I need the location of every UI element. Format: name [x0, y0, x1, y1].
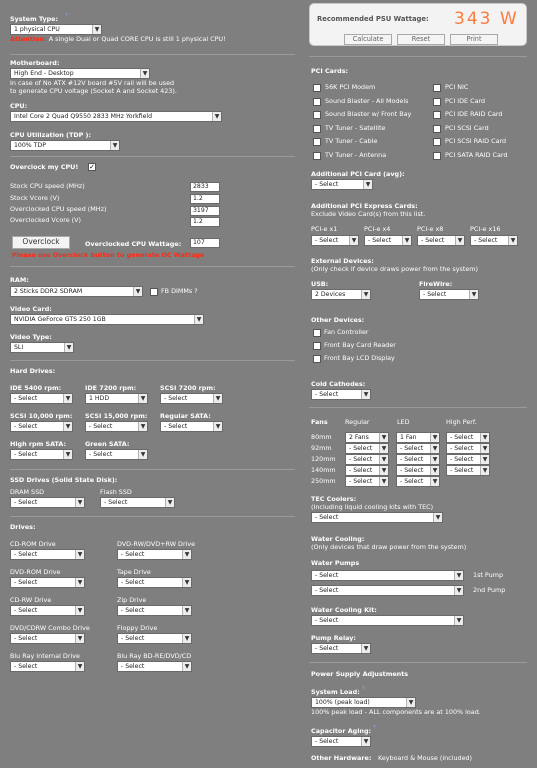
chevron-down-icon: ▼ — [455, 236, 464, 245]
pci-card-checkbox[interactable] — [433, 111, 441, 119]
psu-adjustments-label: Power Supply Adjustments — [311, 670, 409, 678]
chevron-down-icon: ▼ — [64, 343, 73, 352]
drive-select[interactable]: - Select ▼ — [117, 605, 192, 616]
divider — [10, 156, 295, 157]
tec-coolers-label: TEC Coolers: — [311, 495, 357, 503]
motherboard-select[interactable]: High End - Desktop ▼ — [10, 68, 150, 79]
drive-select[interactable]: - Select ▼ — [10, 577, 85, 588]
hdd-select[interactable]: - Select ▼ — [85, 421, 148, 432]
overclock-label: Overclock my CPU! — [10, 163, 79, 171]
chevron-down-icon: ▼ — [75, 662, 84, 671]
hard-drives-label: Hard Drives: — [10, 367, 56, 375]
fan-regular-select[interactable]: 2 Fans ▼ — [345, 432, 389, 443]
fan-size-label: 140mm — [311, 466, 336, 474]
cpu-label: CPU: — [10, 102, 28, 110]
chevron-down-icon: ▼ — [213, 394, 222, 403]
fan-regular-select[interactable]: - Select ▼ — [345, 454, 389, 465]
pci-express-item-label: PCI-e x1 — [311, 225, 338, 233]
chevron-down-icon: ▼ — [165, 498, 174, 507]
psu-result-panel — [309, 3, 527, 46]
overclocked-cpu-wattage-input[interactable]: 107 — [190, 238, 220, 248]
other-hardware-value: Keyboard & Mouse (included) — [378, 754, 473, 762]
hdd-select[interactable]: - Select ▼ — [160, 393, 223, 404]
help-icon[interactable]: ? — [362, 686, 365, 692]
chevron-down-icon: ▼ — [182, 634, 191, 643]
chevron-down-icon: ▼ — [379, 455, 388, 464]
chevron-down-icon: ▼ — [430, 444, 439, 453]
divider — [10, 516, 295, 517]
other-device-label: Front Bay LCD Display — [324, 354, 395, 362]
other-device-checkbox[interactable] — [313, 329, 321, 337]
fb-dimms-checkbox[interactable] — [150, 288, 158, 296]
divider — [309, 56, 527, 57]
overclocked-vcore-label: Overclocked Vcore (V) — [10, 216, 82, 224]
ssd-label: SSD Drives (Solid State Disk): — [10, 476, 118, 484]
chevron-down-icon: ▼ — [75, 498, 84, 507]
chevron-down-icon: ▼ — [361, 290, 370, 299]
tec-coolers-note: (Including liquid cooling kits with TEC) — [311, 503, 434, 511]
drive-label: Zip Drive — [117, 596, 147, 604]
chevron-down-icon: ▼ — [212, 112, 221, 121]
fan-regular-select[interactable]: - Select ▼ — [345, 476, 389, 487]
chevron-down-icon: ▼ — [430, 455, 439, 464]
system-type-label: System Type: — [10, 15, 59, 23]
drive-select[interactable]: - Select ▼ — [117, 549, 192, 560]
chevron-down-icon: ▼ — [182, 606, 191, 615]
drive-label: Floppy Drive — [117, 624, 158, 632]
overclocked-cpu-wattage-label: Overclocked CPU Wattage: — [85, 240, 182, 248]
chevron-down-icon: ▼ — [480, 444, 489, 453]
pump-relay-select[interactable]: - Select ▼ — [311, 643, 371, 654]
drive-label: Tape Drive — [117, 568, 151, 576]
system-load-select[interactable]: 100% (peak load) ▼ — [311, 697, 416, 708]
drive-select[interactable]: - Select ▼ — [117, 633, 192, 644]
chevron-down-icon: ▼ — [140, 69, 149, 78]
chevron-down-icon: ▼ — [213, 422, 222, 431]
fan-led-select[interactable]: 1 Fan ▼ — [396, 432, 440, 443]
other-device-checkbox[interactable] — [313, 355, 321, 363]
cpu-utilization-select[interactable]: 100% TDP ▼ — [10, 140, 120, 151]
system-type-select[interactable]: 1 physical CPU ▼ — [10, 24, 102, 35]
chevron-down-icon: ▼ — [194, 315, 203, 324]
hdd-label: SCSI 10,000 rpm: — [10, 412, 73, 420]
chevron-down-icon: ▼ — [402, 236, 411, 245]
cold-cathodes-select[interactable]: - Select ▼ — [311, 389, 371, 400]
ram-select[interactable]: 2 Sticks DDR2 SDRAM ▼ — [10, 286, 143, 297]
capacitor-aging-label: Capacitor Aging: — [311, 727, 372, 735]
drive-select[interactable]: - Select ▼ — [10, 605, 85, 616]
chevron-down-icon: ▼ — [430, 477, 439, 486]
external-devices-label: External Devices: — [311, 257, 374, 265]
drive-label: DVD-RW/DVD+RW Drive — [117, 540, 196, 548]
chevron-down-icon: ▼ — [133, 287, 142, 296]
firewire-select[interactable]: - Select ▼ — [419, 289, 479, 300]
pci-card-label: TV Tuner - Cable — [325, 137, 378, 145]
drive-label: Blu Ray Internal Drive — [10, 652, 80, 660]
divider — [10, 266, 295, 267]
pci-card-checkbox[interactable] — [433, 125, 441, 133]
video-type-select[interactable]: SLI ▼ — [10, 342, 74, 353]
pci-card-label: PCI IDE Card — [445, 97, 486, 105]
water-pumps-label: Water Pumps — [311, 559, 360, 567]
pci-card-label: Sound Blaster w/ Front Bay — [325, 110, 412, 118]
help-icon[interactable]: ? — [65, 13, 68, 19]
pci-express-label: Additional PCI Express Cards: — [311, 202, 418, 210]
tec-coolers-select[interactable]: - Select ▼ — [311, 512, 443, 523]
pci-express-item-label: PCI-e x4 — [364, 225, 391, 233]
stock-vcore-input[interactable]: 1.2 — [190, 194, 220, 204]
divider — [10, 54, 295, 55]
hdd-select[interactable]: - Select ▼ — [160, 421, 223, 432]
overclock-warning: Please use Overclock button to generate OC Wattage — [12, 251, 205, 259]
additional-pci-select[interactable]: - Select ▼ — [311, 179, 373, 190]
chevron-down-icon: ▼ — [63, 422, 72, 431]
chevron-down-icon: ▼ — [138, 450, 147, 459]
fan-regular-select[interactable]: - Select ▼ — [345, 465, 389, 476]
chevron-down-icon: ▼ — [406, 698, 415, 707]
video-type-label: Video Type: — [10, 333, 52, 341]
water-cooling-kit-label: Water Cooling Kit: — [311, 606, 377, 614]
other-device-label: Front Bay Card Reader — [324, 341, 396, 349]
capacitor-aging-select[interactable]: - Select ▼ — [311, 736, 371, 747]
drive-select[interactable]: - Select ▼ — [10, 549, 85, 560]
chevron-down-icon: ▼ — [349, 236, 358, 245]
drive-select[interactable]: - Select ▼ — [117, 661, 192, 672]
motherboard-label: Motherboard: — [10, 59, 60, 67]
pci-express-select[interactable]: - Select ▼ — [364, 235, 412, 246]
additional-pci-label: Additional PCI Card (avg): — [311, 170, 405, 178]
pci-express-select[interactable]: - Select ▼ — [417, 235, 465, 246]
water-pump-1-select[interactable]: - Select ▼ — [311, 570, 464, 581]
drive-label: CD-ROM Drive — [10, 540, 56, 548]
chevron-down-icon: ▼ — [363, 180, 372, 189]
pci-card-checkbox[interactable] — [313, 125, 321, 133]
overclocked-cpu-speed-label: Overclocked CPU speed (MHz) — [10, 205, 107, 213]
usb-select[interactable]: 2 Devices ▼ — [311, 289, 371, 300]
fan-led-select[interactable]: - Select ▼ — [396, 443, 440, 454]
pci-card-label: PCI SCSI RAID Card — [445, 137, 507, 145]
chevron-down-icon: ▼ — [508, 236, 517, 245]
stock-vcore-label: Stock Vcore (V) — [10, 194, 60, 202]
attention-note: Attention: A single Dual or Quad CORE CPU is still 1 physical CPU! — [10, 35, 226, 43]
overclocked-cpu-speed-input[interactable]: 3197 — [190, 206, 220, 216]
drive-select[interactable]: - Select ▼ — [117, 577, 192, 588]
reset-button[interactable]: Reset — [397, 34, 445, 45]
motherboard-note: In case of No ATX #12V board #5V rail will be used — [10, 79, 175, 87]
drive-label: DVD-ROM Drive — [10, 568, 61, 576]
chevron-down-icon: ▼ — [430, 466, 439, 475]
pci-card-checkbox[interactable] — [313, 152, 321, 160]
hdd-label: IDE 5400 rpm: — [10, 384, 62, 392]
water-cooling-kit-select[interactable]: - Select ▼ — [311, 615, 464, 626]
water-pump-1-label: 1st Pump — [473, 571, 504, 579]
other-device-label: Fan Controller — [324, 328, 369, 336]
system-load-note: 100% peak load - ALL components are at 100% load. — [311, 708, 481, 716]
chevron-down-icon: ▼ — [63, 394, 72, 403]
cpu-select[interactable]: Intel Core 2 Quad Q9550 2833 MHz Yorkfield ▼ — [10, 111, 222, 122]
help-icon[interactable]: ? — [373, 725, 376, 731]
hdd-select[interactable]: - Select ▼ — [10, 421, 73, 432]
fan-size-label: 120mm — [311, 455, 336, 463]
fan-led-select[interactable]: - Select ▼ — [396, 454, 440, 465]
chevron-down-icon: ▼ — [110, 141, 119, 150]
ssd-item-label: DRAM SSD — [10, 488, 45, 496]
psu-wattage-label: Recommended PSU Wattage: — [317, 15, 429, 23]
pci-card-checkbox[interactable] — [433, 98, 441, 106]
firewire-label: FireWire: — [419, 280, 453, 288]
chevron-down-icon: ▼ — [379, 433, 388, 442]
chevron-down-icon: ▼ — [92, 25, 101, 34]
pci-express-select[interactable]: - Select ▼ — [470, 235, 518, 246]
cold-cathodes-label: Cold Cathodes: — [311, 380, 366, 388]
hdd-select[interactable]: - Select ▼ — [85, 449, 148, 460]
pci-card-checkbox[interactable] — [433, 138, 441, 146]
chevron-down-icon: ▼ — [75, 634, 84, 643]
cpu-utilization-label: CPU Utilization (TDP ): — [10, 131, 92, 139]
water-pump-2-label: 2nd Pump — [473, 586, 506, 594]
pci-card-label: PCI SATA RAID Card — [445, 151, 508, 159]
chevron-down-icon: ▼ — [138, 422, 147, 431]
ssd-select[interactable]: - Select ▼ — [10, 497, 85, 508]
video-card-label: Video Card: — [10, 305, 52, 313]
hdd-label: SCSI 7200 rpm: — [160, 384, 216, 392]
chevron-down-icon: ▼ — [75, 606, 84, 615]
stock-cpu-speed-input[interactable]: 2833 — [190, 182, 220, 192]
hdd-select[interactable]: - Select ▼ — [10, 393, 73, 404]
chevron-down-icon: ▼ — [480, 455, 489, 464]
divider — [309, 662, 527, 663]
chevron-down-icon: ▼ — [433, 513, 442, 522]
hdd-label: High rpm SATA: — [10, 440, 67, 448]
drives-label: Drives: — [10, 523, 36, 531]
pci-card-checkbox[interactable] — [433, 84, 441, 92]
chevron-down-icon: ▼ — [454, 571, 463, 580]
hdd-label: SCSI 15,000 rpm: — [85, 412, 148, 420]
hdd-select[interactable]: 1 HDD ▼ — [85, 393, 148, 404]
other-devices-label: Other Devices: — [311, 316, 365, 324]
pci-card-checkbox[interactable] — [433, 152, 441, 160]
fan-size-label: 250mm — [311, 477, 336, 485]
hdd-label: Green SATA: — [85, 440, 130, 448]
pci-card-label: PCI SCSI Card — [445, 124, 489, 132]
fans-regular-header: Regular — [345, 418, 370, 426]
pci-card-checkbox[interactable] — [313, 84, 321, 92]
pci-card-checkbox[interactable] — [313, 98, 321, 106]
drive-label: Blu Ray BD-RE/DVD/CD — [117, 652, 192, 660]
chevron-down-icon: ▼ — [75, 550, 84, 559]
other-hardware-label: Other Hardware: — [311, 754, 372, 762]
fan-high-select[interactable]: - Select ▼ — [446, 465, 490, 476]
pci-card-checkbox[interactable] — [313, 138, 321, 146]
water-cooling-note: (Only devices that draw power from the system) — [311, 543, 467, 551]
drive-select[interactable]: - Select ▼ — [10, 661, 85, 672]
chevron-down-icon: ▼ — [182, 578, 191, 587]
system-load-label: System Load: — [311, 688, 360, 696]
pci-card-label: TV Tuner - Satellite — [325, 124, 386, 132]
chevron-down-icon: ▼ — [480, 466, 489, 475]
print-button[interactable]: Print — [450, 34, 498, 45]
fan-high-select[interactable]: - Select ▼ — [446, 443, 490, 454]
ssd-select[interactable]: - Select ▼ — [100, 497, 175, 508]
chevron-down-icon: ▼ — [379, 444, 388, 453]
chevron-down-icon: ▼ — [63, 450, 72, 459]
drive-label: CD-RW Drive — [10, 596, 52, 604]
overclock-button[interactable]: Overclock — [12, 236, 70, 249]
pci-card-label: Sound Blaster - All Models — [325, 97, 409, 105]
fb-dimms-label: FB DIMMs ? — [161, 287, 198, 295]
fans-label: Fans — [311, 418, 328, 426]
fans-high-header: High Perf. — [446, 418, 477, 426]
pci-card-label: PCI NIC — [445, 83, 469, 91]
hdd-select[interactable]: - Select ▼ — [10, 449, 73, 460]
drive-select[interactable]: - Select ▼ — [10, 633, 85, 644]
pci-card-label: PCI IDE RAID Card — [445, 110, 503, 118]
pci-express-select[interactable]: - Select ▼ — [311, 235, 359, 246]
fan-led-select[interactable]: - Select ▼ — [396, 476, 440, 487]
chevron-down-icon: ▼ — [454, 616, 463, 625]
fan-size-label: 80mm — [311, 433, 332, 441]
chevron-down-icon: ▼ — [430, 433, 439, 442]
fan-regular-select[interactable]: - Select ▼ — [345, 443, 389, 454]
pci-express-note: Exclude Video Card(s) from this list. — [311, 210, 426, 218]
ssd-item-label: Flash SSD — [100, 488, 132, 496]
chevron-down-icon: ▼ — [379, 477, 388, 486]
usb-label: USB: — [311, 280, 329, 288]
pci-express-item-label: PCI-e x16 — [470, 225, 501, 233]
fans-led-header: LED — [397, 418, 410, 426]
pump-relay-label: Pump Relay: — [311, 634, 356, 642]
water-pump-2-select[interactable]: - Select ▼ — [311, 585, 464, 596]
calculate-button[interactable]: Calculate — [344, 34, 392, 45]
fan-high-select[interactable]: - Select ▼ — [446, 454, 490, 465]
hdd-label: Regular SATA: — [160, 412, 211, 420]
fan-high-select[interactable]: - Select ▼ — [446, 432, 490, 443]
pci-card-label: 56K PCI Modem — [325, 83, 376, 91]
chevron-down-icon: ▼ — [480, 433, 489, 442]
ram-label: RAM: — [10, 276, 29, 284]
pci-express-item-label: PCI-e x8 — [417, 225, 444, 233]
water-cooling-label: Water Cooling: — [311, 535, 365, 543]
chevron-down-icon: ▼ — [361, 737, 370, 746]
chevron-down-icon: ▼ — [138, 394, 147, 403]
fan-led-select[interactable]: - Select ▼ — [396, 465, 440, 476]
video-card-select[interactable]: NVIDIA GeForce GTS 250 1GB ▼ — [10, 314, 204, 325]
chevron-down-icon: ▼ — [361, 644, 370, 653]
external-devices-note: (Only check if device draws power from the system) — [311, 265, 478, 273]
chevron-down-icon: ▼ — [361, 390, 370, 399]
pci-card-checkbox[interactable] — [313, 111, 321, 119]
divider — [309, 407, 527, 408]
stock-cpu-speed-label: Stock CPU speed (MHz) — [10, 182, 85, 190]
chevron-down-icon: ▼ — [182, 662, 191, 671]
pci-card-label: TV Tuner - Antenna — [325, 151, 387, 159]
divider — [10, 469, 295, 470]
pci-cards-label: PCI Cards: — [311, 67, 349, 75]
drive-label: DVD/CDRW Combo Drive — [10, 624, 90, 632]
chevron-down-icon: ▼ — [454, 586, 463, 595]
hdd-label: IDE 7200 rpm: — [85, 384, 137, 392]
psu-wattage-value: 343 W — [454, 9, 519, 29]
overclock-checkbox[interactable]: ✓ — [89, 163, 95, 171]
motherboard-note: to generate CPU voltage (Socket A and Socket 423). — [10, 87, 177, 95]
overclocked-vcore-input[interactable]: 1.2 — [190, 217, 220, 227]
chevron-down-icon: ▼ — [469, 290, 478, 299]
other-device-checkbox[interactable] — [313, 342, 321, 350]
chevron-down-icon: ▼ — [182, 550, 191, 559]
chevron-down-icon: ▼ — [379, 466, 388, 475]
fan-size-label: 92mm — [311, 444, 332, 452]
chevron-down-icon: ▼ — [75, 578, 84, 587]
divider — [10, 360, 295, 361]
